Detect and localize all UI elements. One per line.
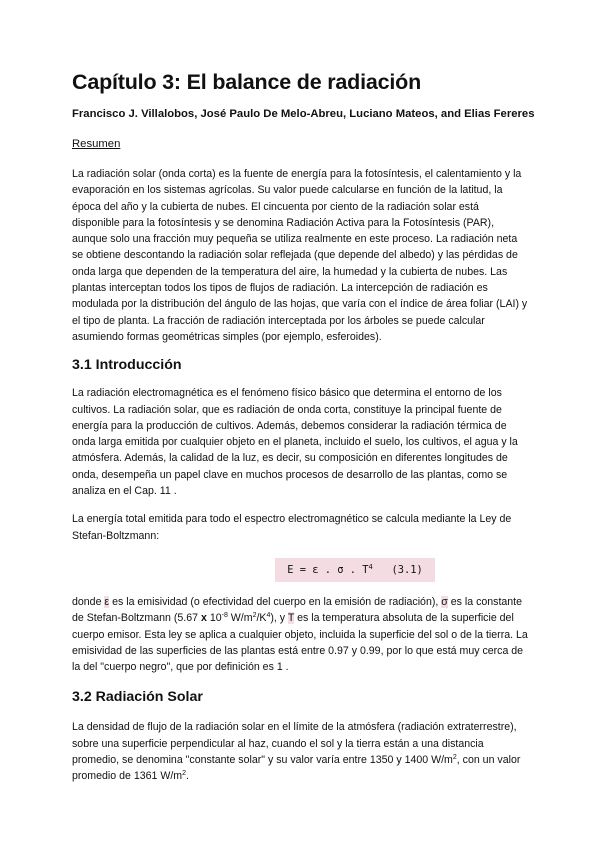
chapter-title: Capítulo 3: El balance de radiación: [72, 70, 422, 94]
equation-row: [72, 558, 528, 582]
definitions-text-6: /K: [256, 612, 267, 625]
multiplication-sign: x: [200, 612, 207, 625]
epsilon-symbol: ε: [104, 595, 110, 608]
intro-paragraph: La radiación electromagnética es el fenómeno físico básico que determina el entorno de los cultivos. La radiación solar, que es radiación de onda corta, constituye la principal fuente de energía para la producción de cultivos. Además, debemos considerar la radiación térmica de onda larga emitida por cualquier objeto en el planeta, incluido el suelo, los cultivos, el agua y la atmósfera. Además, la calidad de la luz, es decir, su composición en diferentes longitudes de onda, desempeña un papel clave en muchos procesos de desarrollo de las plantas, como se analiza en el Cap. 11 .: [72, 387, 518, 498]
equation-exponent: 4: [368, 562, 373, 571]
section-heading-radiacion-solar: 3.2 Radiación Solar: [72, 689, 203, 706]
abstract-paragraph: La radiación solar (onda corta) es la fuente de energía para la fotosíntesis, el calentamiento y la evaporación en los sistemas agrícolas. Su valor puede calcularse en función de la latitud, la época del año y la cubierta de nubes. El cincuenta por ciento de la radiación solar está disponible para la fotosíntesis y se denomina Radiación Activa para la Fotosíntesis (PAR), aunque solo una fracción muy pequeña se utiliza realmente en este proceso. La radiación neta se obtiene descontando la radiación solar reflejada (que depende del albedo) y las pérdidas de onda larga que dependen de la temperatura del aire, la humedad y la cubierta de nubes. Las plantas interceptan todos los tipos de flujos de radiación. La intercepción de radiación es modulada por la distribución del ángulo de las hojas, que varía con el índice de área foliar (LAI) y el tipo de planta. La fracción de radiación interceptada por los árboles se puede calcular asumiendo formas geométricas simples (por ejemplo, esferoides).: [72, 168, 528, 343]
definitions-text-4: 10: [206, 612, 222, 625]
definitions-text-2: es la emisividad (o efectividad del cuerpo en la emisión de radiación),: [109, 595, 442, 608]
sigma-symbol: σ: [441, 595, 448, 608]
exponent-4: 4: [266, 612, 271, 620]
solar-text-1: La densidad de flujo de la radiación solar en el límite de la atmósfera (radiación extraterrestre), sobre una superficie perpendicular al haz, cuando el sol y la tierra están a una distancia promedio, se denomina "constante solar" y su valor varía entre 1350 y 1400 W/m: [72, 721, 517, 767]
solar-constant-paragraph: [72, 719, 528, 784]
definitions-text-1: donde: [72, 595, 105, 608]
definitions-text-7: ), y: [270, 612, 288, 625]
definitions-paragraph: [72, 594, 528, 675]
document-content: [72, 66, 535, 785]
definitions-text-8: es la temperatura absoluta de la superficie del cuerpo emisor. Esta ley se aplica a cualquier objeto, incluida la superficie del sol o de la tierra. La emisividad de las superficies de las plantas está entre 0.97 y 0.99, por lo que está muy cerca de la del "cuerpo negro", que por definición es 1 .: [72, 612, 528, 674]
authors-line: Francisco J. Villalobos, José Paulo De Melo-Abreu, Luciano Mateos, and Elias Fereres: [72, 108, 535, 120]
definitions-text-5: W/m: [227, 612, 253, 625]
solar-text-2: , con un valor promedio de 1361 W/m: [72, 754, 521, 783]
exponent-2: 2: [252, 612, 257, 620]
equation-3-1: [275, 558, 435, 582]
solar-text-3: .: [186, 770, 189, 783]
abstract-label: Resumen: [72, 138, 121, 150]
solar-exponent-b: 2: [182, 770, 187, 778]
definitions-text-3: es la constante de Stefan-Boltzmann (5.67: [72, 595, 523, 625]
section-heading-introduccion: 3.1 Introducción: [72, 357, 182, 374]
temperature-symbol: T: [287, 612, 295, 625]
solar-exponent-a: 2: [452, 754, 457, 762]
equation-expression: E = ε . σ . T: [287, 563, 369, 576]
stefan-boltzmann-intro-paragraph: La energía total emitida para todo el espectro electromagnético se calcula mediante la Ley de Stefan-Boltzmann:: [72, 513, 512, 542]
exponent-neg8: -8: [221, 612, 228, 620]
equation-number: (3.1): [391, 563, 423, 576]
